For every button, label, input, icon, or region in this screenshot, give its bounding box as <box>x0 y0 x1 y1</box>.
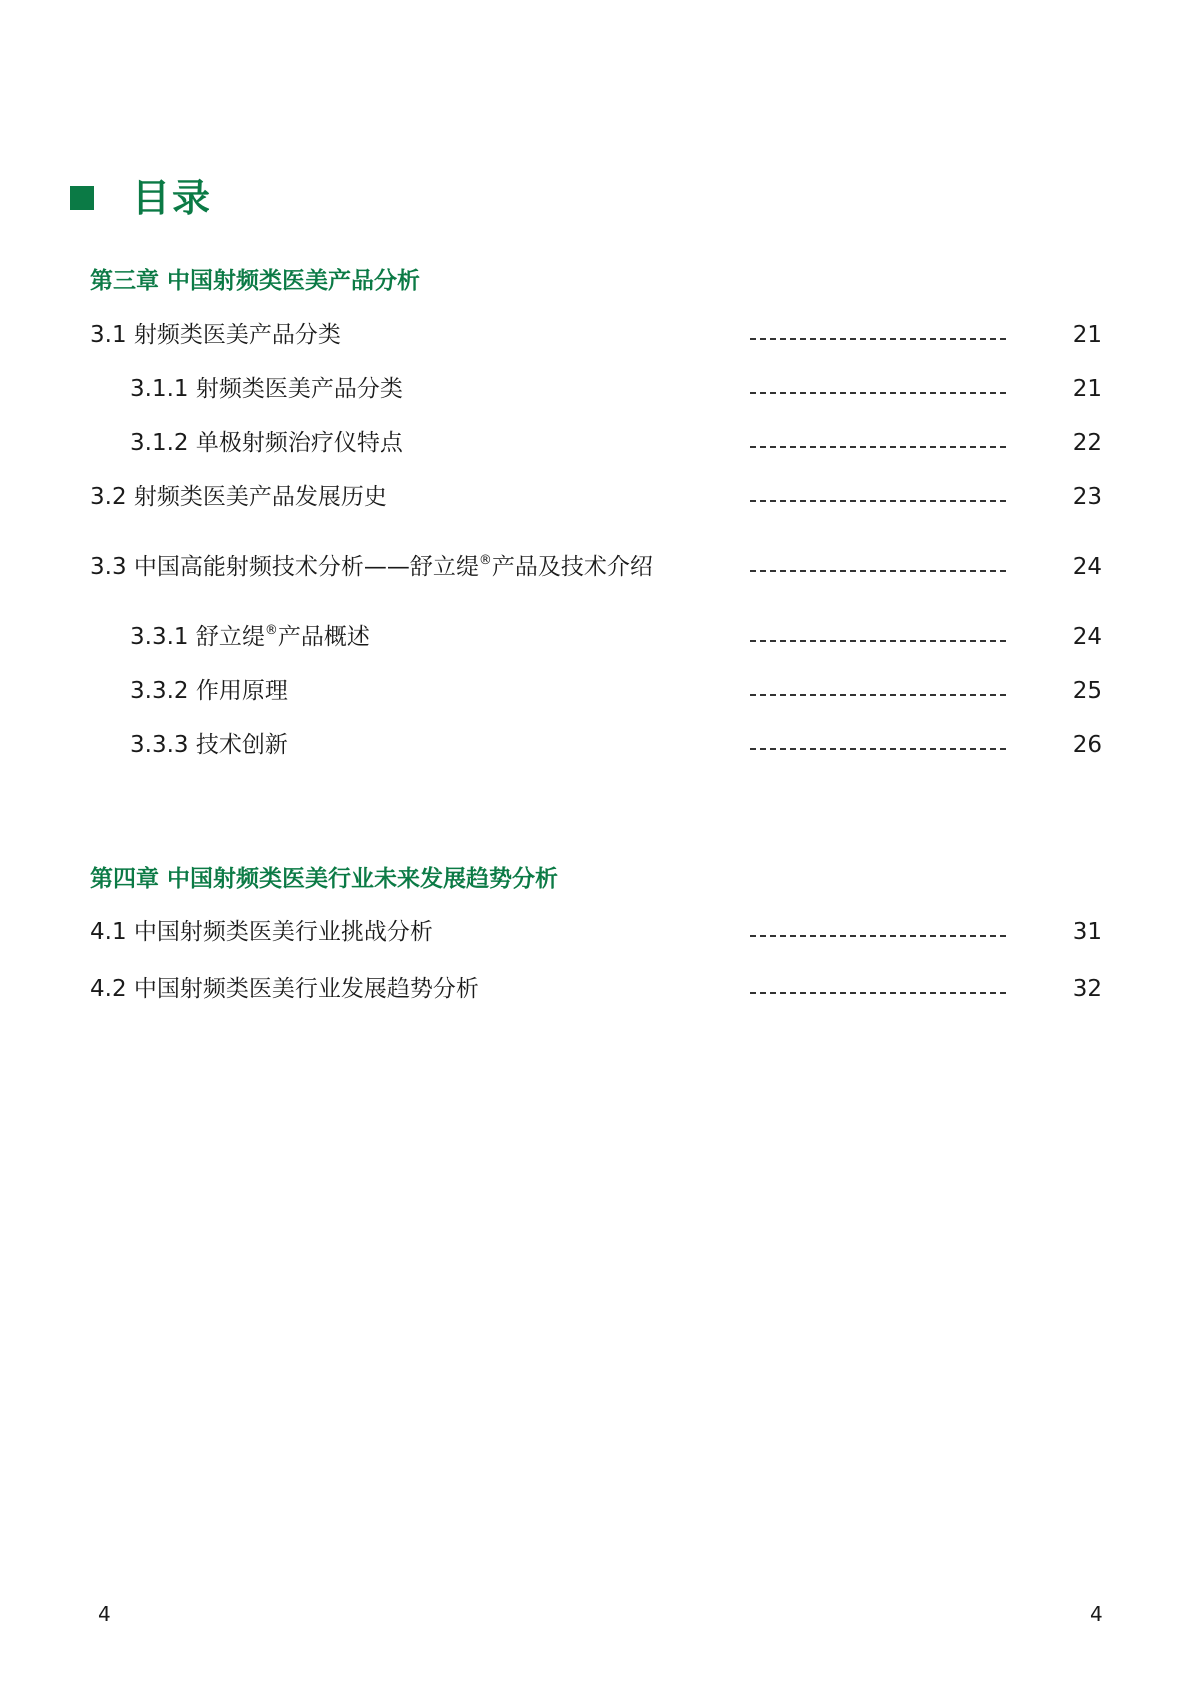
toc-entry-label-rest: 产品概述 <box>277 624 370 650</box>
chapter-4-title: 第四章 中国射频类医美行业未来发展趋势分析 <box>90 866 559 892</box>
registered-mark: ® <box>264 623 278 638</box>
toc-leader-dashes <box>750 392 1006 394</box>
toc-entry-label: 3.3.3 技术创新 <box>130 732 288 758</box>
toc-entry-page: 31 <box>1072 919 1102 945</box>
toc-entry[interactable] <box>0 480 1184 514</box>
toc-leader-dashes <box>750 992 1006 994</box>
toc-entry[interactable] <box>0 620 1184 654</box>
toc-entry[interactable] <box>0 318 1184 352</box>
toc-leader-dashes <box>750 446 1006 448</box>
page-title: 目录 <box>132 176 213 220</box>
toc-entry-page: 26 <box>1072 732 1102 758</box>
toc-entry-page: 21 <box>1072 322 1102 348</box>
toc-entry[interactable] <box>0 972 1184 1006</box>
toc-entry-page: 24 <box>1072 624 1102 650</box>
toc-leader-dashes <box>750 338 1006 340</box>
toc-entry-label: 4.1 中国射频类医美行业挑战分析 <box>90 919 433 945</box>
toc-entry-label: 3.1.2 单极射频治疗仪特点 <box>130 430 403 456</box>
toc-entry[interactable] <box>0 426 1184 460</box>
toc-leader-dashes <box>750 748 1006 750</box>
toc-leader-dashes <box>750 500 1006 502</box>
square-bullet-icon <box>70 186 94 210</box>
toc-entry-page: 23 <box>1072 484 1102 510</box>
toc-entry[interactable] <box>0 372 1184 406</box>
footer-page-number-right: 4 <box>1090 1602 1103 1626</box>
toc-leader-dashes <box>750 640 1006 642</box>
toc-entry[interactable] <box>0 728 1184 762</box>
toc-entry-page: 21 <box>1072 376 1102 402</box>
toc-heading <box>70 172 212 224</box>
toc-entry-label: 3.1.1 射频类医美产品分类 <box>130 376 403 402</box>
registered-mark: ® <box>478 553 492 568</box>
toc-entry-page: 32 <box>1072 976 1102 1002</box>
toc-entry-label-main: 3.3.1 舒立缇 <box>130 624 265 650</box>
toc-entry-page: 22 <box>1072 430 1102 456</box>
toc-entry[interactable] <box>0 674 1184 708</box>
toc-entry-label <box>130 620 370 654</box>
toc-leader-dashes <box>750 570 1006 572</box>
toc-entry-page: 25 <box>1072 678 1102 704</box>
toc-entry-page: 24 <box>1072 554 1102 580</box>
toc-entry-label-main: 3.3 中国高能射频技术分析——舒立缇 <box>90 554 479 580</box>
toc-entry-label: 3.2 射频类医美产品发展历史 <box>90 484 387 510</box>
footer-page-number-left: 4 <box>98 1602 111 1626</box>
toc-entry-label: 3.3.2 作用原理 <box>130 678 288 704</box>
toc-leader-dashes <box>750 694 1006 696</box>
toc-entry-label: 3.1 射频类医美产品分类 <box>90 322 341 348</box>
toc-entry[interactable] <box>0 550 1184 584</box>
toc-entry-label-rest: 产品及技术介绍 <box>491 554 653 580</box>
chapter-3-title: 第三章 中国射频类医美产品分析 <box>90 268 421 294</box>
toc-entry-label: 4.2 中国射频类医美行业发展趋势分析 <box>90 976 479 1002</box>
toc-leader-dashes <box>750 935 1006 937</box>
toc-entry-label <box>90 550 653 584</box>
toc-entry[interactable] <box>0 915 1184 949</box>
